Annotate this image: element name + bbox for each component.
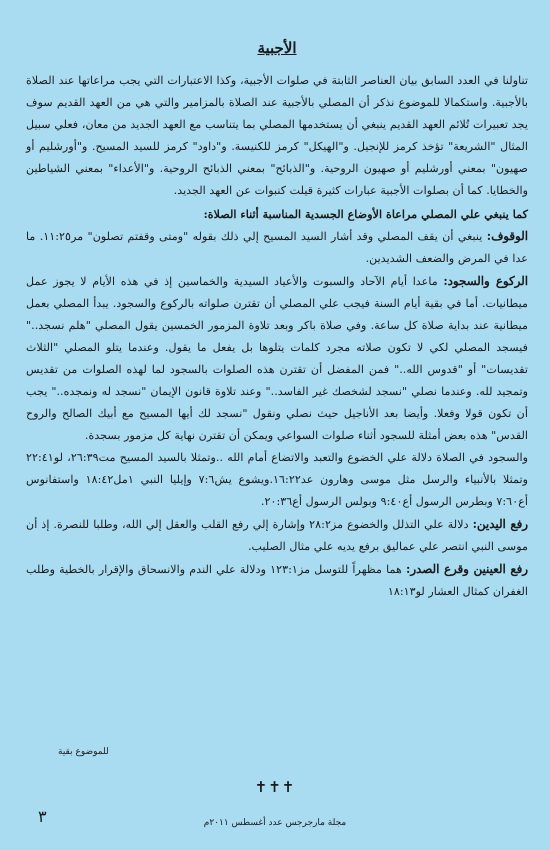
- hands-paragraph: [26, 513, 528, 558]
- standing-term: الوقوف:: [486, 229, 529, 243]
- bowing-term: الركوع والسجود:: [443, 274, 528, 288]
- bowing-text: ماعدا أيام الآحاد والسبوت والأعياد السيدية والخماسين إذ في هذه الأيام لا يجوز عمل ميطانيات. أما في بقية أيام السنة فيجب علي المصلي أن تقترن صلواته بالركوع والسجود. يبدأ المصلي بعمل ميطانية عند بداية صلاة كل ساعة. وفي صلاة باكر وبعد تلاوة المزمور الخمسين يقول المصلي "هلم نسجد.." فيسجد المصلي لكي لا تكون صلاته مجرد كلمات يتلوها بل يفعل ما يقول. وعندما يتلو المصلي "الثلاث تقديسات" أو "قدوس الله.." فمن المفضل أن تقترن هذه الصلوات بالسجود لما لهذه الصلوات من تقديس وتمجيد لله. وعندما نصلي "نسجد لشخصك غير الفاسد.." وعند تلاوة قانون الإيمان "نسجد له ونمجده.." يجب أن تكون قولا وفعلا. وأيضا بعد الأناجيل حيث نصلي ونقول "نسجد لك أيها المسيح مع أبيك الصالح والروح القدس" هذه بعض أمثلة للسجود أثناء صلوات السواعي ويمكن أن تقترن نهاية كل مزمور بسجدة.: [26, 275, 528, 442]
- page-number: ٣: [38, 807, 47, 826]
- cross-icons: ✝✝✝: [254, 778, 296, 796]
- hands-text: دلالة علي التذلل والخضوع مز٢٨:٢ وإشارة إلي رفع القلب والعقل إلي الله، وطلبا للنصرة. إذ أن موسى النبي انتصر علي عماليق برفع يديه علي مثال الصليب.: [26, 518, 528, 553]
- standing-paragraph: [26, 225, 528, 270]
- intro-paragraph: تناولنا في العدد السابق بيان العناصر الثابتة في صلوات الأجبية، وكذا الاعتبارات التي يجب مراعاتها عند الصلاة بالأجبية. واستكمالا للموضوع نذكر أن المصلي بالأجبية عند الصلاة بالمزامير والتي هي من العهد القديم سوف يجد تعبيرات تُلائم العهد القديم ينبغي أن يستخدمها المصلي بما يتناسب مع العهد الجديد من معان، فعلي سبيل المثال "الشريعة" تؤخذ كرمز للإنجيل. و"الهيكل" كرمز للكنيسة. و"داود" كرمز للسيد المسيح. و"أورشليم أو صهيون" بمعني أورشليم أو صهيون الروحية. و"الذبائح" بمعني الذبائح الروحية. و"الأعداء" بمعني الشياطين والخطايا. كما أن بصلوات الأجبية عبارات كثيرة قيلت كنبوات عن العهد الجديد.: [26, 74, 528, 197]
- standing-text: ينبغي أن يقف المصلي وقد أشار السيد المسيح إلي ذلك بقوله "ومتى وقفتم تصلون" مر١١:٢٥. ما عدا في المرض والضعف الشديدين.: [26, 230, 528, 265]
- eyes-text: هما مظهراً للتوسل مز١٢٣:١ ودلالة علي الندم والانسحاق والإقرار بالخطية وطلب الغفران كمثال العشار لو١٨:١٣: [26, 563, 528, 598]
- article-title: الأجبية: [257, 39, 297, 57]
- continued-note: للموضوع بقية: [58, 747, 109, 757]
- magazine-footer: مجلة مارجرجس عدد أغسطس ٢٠١١م: [203, 818, 347, 828]
- section-heading: كما ينبغي علي المصلي مراعاة الأوضاع الجسدية المناسبة أثناء الصلاة:: [203, 207, 528, 221]
- eyes-term: رفع العينين وقرع الصدر:: [406, 562, 528, 576]
- prostration-paragraph: والسجود في الصلاة دلالة علي الخضوع والتعبد والاتضاع أمام الله ..وتمثلا بالسيد المسيح مت٢٦:٣٩، لو٢٢:٤١ وتمثلا بالأنبياء والرسل مثل موسى وهارون عد١٦:٢٢.ويشوع يش٧:٦ وإيليا النبي ١مل١٨:٤٢ واستفانوس أع٧:٦٠ وبطرس الرسول أع٩:٤٠ وبولس الرسول أع٢٠:٣٦.: [26, 451, 528, 508]
- eyes-paragraph: [26, 558, 528, 603]
- bowing-paragraph: [26, 270, 528, 447]
- hands-term: رفع اليدين:: [472, 517, 528, 531]
